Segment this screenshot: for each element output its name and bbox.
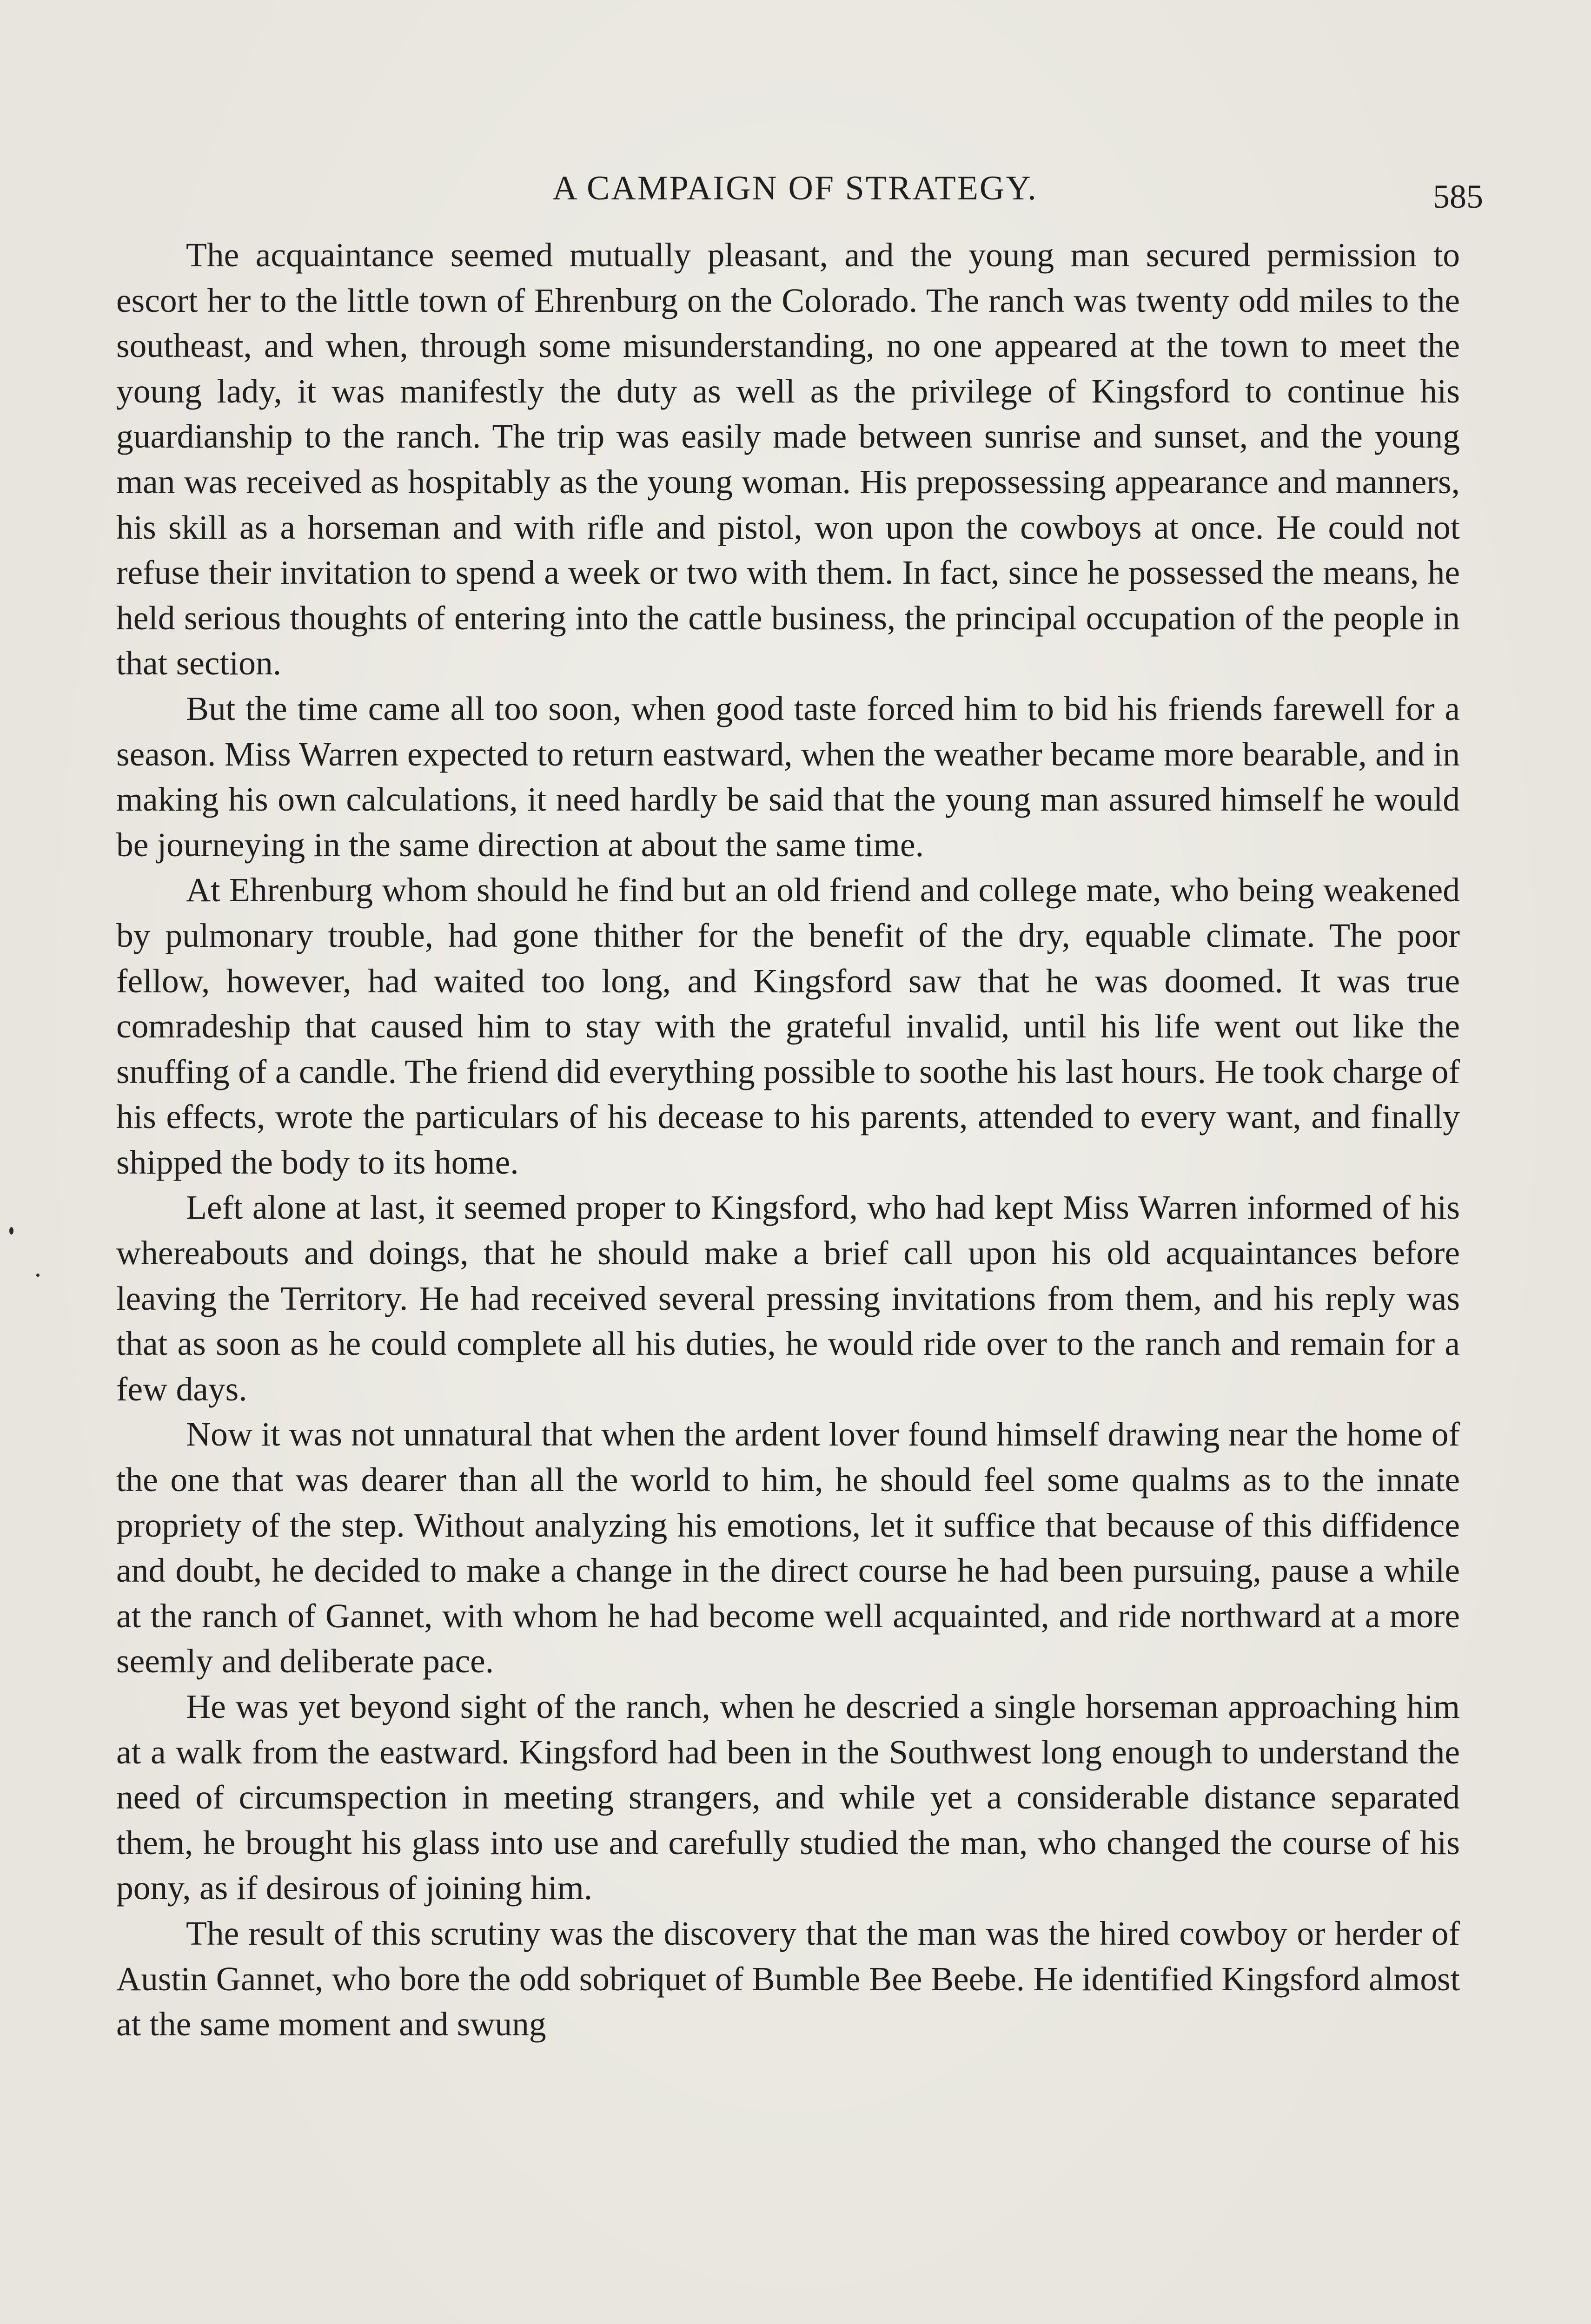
body-text	[116, 232, 1460, 2047]
paragraph: At Ehrenburg whom should he find but an old friend and college mate, who being weakened by pulmonary trouble, had gone thither for the benefit of the dry, equable climate. The poor fellow, however, had waited too long, and Kingsford saw that he was doomed. It was true comradeship that caused him to stay with the grateful invalid, until his life went out like the snuffing of a candle. The friend did everything possible to soothe his last hours. He took charge of his effects, wrote the particulars of his decease to his parents, attended to every want, and finally shipped the body to its home.	[116, 871, 1460, 1181]
paragraph: The acquaintance seemed mutually pleasant, and the young man secured permission to escort her to the little town of Ehrenburg on the Colorado. The ranch was twenty odd miles to the southeast, and when, through some misunderstanding, no one appeared at the town to meet the young lady, it was manifestly the duty as well as the privilege of Kingsford to continue his guardianship to the ranch. The trip was easily made between sunrise and sunset, and the young man was received as hospitably as the young woman. His prepossessing appearance and manners, his skill as a horseman and with rifle and pistol, won upon the cowboys at once. He could not refuse their invitation to spend a week or two with them. In fact, since he possessed the means, he held serious thoughts of entering into the cattle business, the principal occupation of the people in that section.	[116, 236, 1460, 682]
paragraph: The result of this scrutiny was the discovery that the man was the hired cowboy or herder of Austin Gannet, who bore the odd sobriquet of Bumble Bee Beebe. He identified Kingsford almost at the same moment and swung	[116, 1914, 1460, 2043]
paragraph: Now it was not unnatural that when the ardent lover found himself drawing near the home of the one that was dearer than all the world to him, he should feel some qualms as to the innate propriety of the step. Without analyzing his emotions, let it suffice that because of this diffidence and doubt, he decided to make a change in the direct course he had been pursuing, pause a while at the ranch of Gannet, with whom he had become well acquainted, and ride northward at a more seemly and deliberate pace.	[116, 1415, 1460, 1680]
page-header	[121, 165, 1483, 215]
paragraph: He was yet beyond sight of the ranch, when he descried a single horseman approaching him at a walk from the eastward. Kingsford had been in the Southwest long enough to understand the need of circumspection in meeting strangers, and while yet a considerable distance separated them, he brought his glass into use and carefully studied the man, who changed the course of his pony, as if desirous of joining him.	[116, 1688, 1460, 1907]
print-speck	[36, 1274, 40, 1277]
page-number: 585	[1433, 178, 1483, 215]
paragraph: Left alone at last, it seemed proper to Kingsford, who had kept Miss Warren informed of his whereabouts and doings, that he should make a brief call upon his old acquaintances before leaving the Territory. He had received several pressing invitations from them, and his reply was that as soon as he could complete all his duties, he would ride over to the ranch and remain for a few days.	[116, 1188, 1460, 1408]
print-speck	[9, 1227, 13, 1235]
running-head: A CAMPAIGN OF STRATEGY.	[552, 169, 1038, 207]
paragraph: But the time came all too soon, when good taste forced him to bid his friends farewell for a season. Miss Warren expected to return eastward, when the weather became more bearable, and in making his own calculations, it need hardly be said that the young man assured himself he would be journeying in the same direction at about the same time.	[116, 689, 1460, 864]
